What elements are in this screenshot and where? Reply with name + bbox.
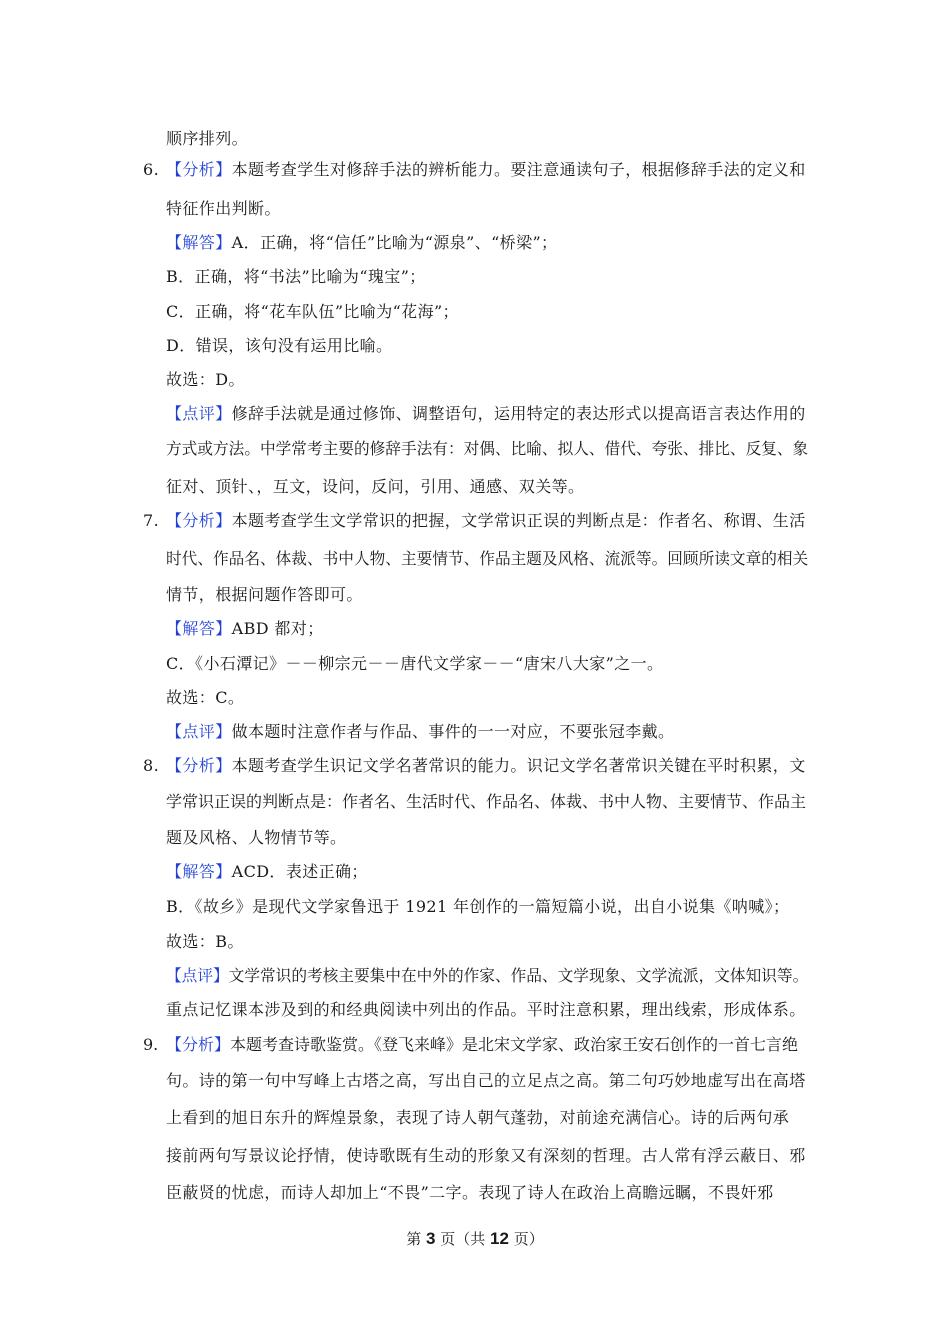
line-text: C．正确，将“花车队伍”比喻为“花海”； bbox=[166, 302, 459, 321]
text-line bbox=[166, 791, 806, 813]
line-text: 方式或方法。中学常考主要的修辞手法有：对偶、比喻、拟人、借代、夸张、排比、反复、象 bbox=[166, 439, 809, 458]
text-line bbox=[166, 1070, 806, 1092]
line-text: A．正确，将“信任”比喻为“源泉”、“桥梁”； bbox=[231, 233, 558, 252]
text-line bbox=[166, 548, 808, 570]
line-text: 臣蔽贤的忧虑，而诗人却加上“不畏”二字。表现了诗人在政治上高瞻远瞩，不畏奸邪 bbox=[166, 1183, 774, 1202]
question-number: 7. bbox=[143, 511, 160, 530]
section-tag: 【解答】 bbox=[166, 233, 232, 252]
text-line bbox=[166, 335, 392, 357]
line-text: 情节，根据问题作答即可。 bbox=[166, 585, 363, 604]
text-line bbox=[166, 403, 806, 425]
text-line bbox=[166, 266, 426, 288]
footer-page-number: 3 bbox=[426, 1229, 436, 1248]
line-text: 做本题时注意作者与作品、事件的一一对应，不要张冠李戴。 bbox=[231, 722, 675, 741]
question-number: 8. bbox=[143, 756, 160, 775]
section-tag: 【点评】 bbox=[166, 722, 232, 741]
line-text: ABD 都对； bbox=[231, 619, 324, 638]
line-text: 文学常识的考核主要集中在中外的作家、作品、文学现象、文学流派，文体知识等。 bbox=[228, 966, 809, 985]
section-tag: 【分析】 bbox=[166, 1035, 231, 1054]
footer-suffix: 页） bbox=[508, 1230, 544, 1248]
text-line bbox=[166, 896, 789, 918]
line-text: 本题考查学生对修辞手法的辨析能力。要注意通读句子，根据修辞手法的定义和 bbox=[231, 160, 806, 179]
line-text: 特征作出判断。 bbox=[166, 199, 281, 218]
footer-prefix: 第 bbox=[406, 1230, 427, 1248]
line-text: 故选：B。 bbox=[166, 932, 244, 951]
line-text: 修辞手法就是通过修饰、调整语句，运用特定的表达形式以提高语言表达作用的 bbox=[231, 404, 806, 423]
text-line bbox=[166, 232, 557, 254]
line-text: 题及风格、人物情节等。 bbox=[166, 828, 347, 847]
text-line bbox=[166, 618, 324, 640]
text-line bbox=[166, 931, 244, 953]
line-text: B．正确，将“书法”比喻为“瑰宝”； bbox=[166, 267, 426, 286]
line-text: 重点记忆课本涉及到的和经典阅读中列出的作品。平时注意积累，理出线索，形成体系。 bbox=[166, 1000, 806, 1019]
line-text: 本题考查诗歌鉴赏。《登飞来峰》是北宋文学家、政治家王安石创作的一首七言绝 bbox=[230, 1035, 799, 1054]
section-tag: 【分析】 bbox=[166, 160, 232, 179]
line-text: 本题考查学生识记文学名著常识的能力。识记文学名著常识关键在平时积累，文 bbox=[231, 756, 806, 775]
section-tag: 【解答】 bbox=[166, 619, 232, 638]
question-number: 6. bbox=[143, 160, 160, 179]
text-line bbox=[166, 861, 368, 883]
line-text: D．错误，该句没有运用比喻。 bbox=[166, 336, 393, 355]
section-tag: 【解答】 bbox=[166, 862, 232, 881]
page-footer bbox=[0, 1228, 950, 1250]
text-line bbox=[166, 965, 808, 987]
line-text: 征对、顶针、，互文，设问，反问，引用、通感、双关等。 bbox=[166, 477, 585, 496]
text-line bbox=[166, 827, 346, 849]
text-line bbox=[166, 721, 674, 743]
footer-middle: 页（共 bbox=[435, 1230, 491, 1248]
line-text: C．《小石潭记》－－柳宗元－－唐代文学家－－“唐宋八大家”之一。 bbox=[166, 654, 664, 673]
line-text: 上看到的旭日东升的辉煌景象，表现了诗人朝气蓬勃，对前途充满信心。诗的后两句承 bbox=[166, 1108, 790, 1127]
text-line bbox=[166, 301, 459, 323]
text-line bbox=[143, 510, 806, 532]
text-line bbox=[166, 438, 808, 460]
section-tag: 【分析】 bbox=[166, 511, 232, 530]
line-text: 接前两句写景议论抒情，使诗歌既有生动的形象又有深刻的哲理。古人常有浮云蔽日、邪 bbox=[166, 1146, 806, 1165]
text-line bbox=[166, 128, 248, 150]
text-line bbox=[166, 476, 584, 498]
line-text: 本题考查学生文学常识的把握，文学常识正误的判断点是：作者名、称谓、生活 bbox=[231, 511, 806, 530]
text-line bbox=[166, 584, 363, 606]
footer-total-pages: 12 bbox=[490, 1229, 509, 1248]
text-line bbox=[166, 1107, 789, 1129]
line-text: 故选：D。 bbox=[166, 370, 245, 389]
section-tag: 【分析】 bbox=[166, 756, 232, 775]
line-text: 顺序排列。 bbox=[166, 129, 249, 148]
text-line bbox=[166, 687, 244, 709]
section-tag: 【点评】 bbox=[166, 404, 232, 423]
text-line bbox=[166, 1145, 806, 1167]
text-line bbox=[166, 1182, 774, 1204]
line-text: ACD．表述正确； bbox=[231, 862, 368, 881]
text-line bbox=[166, 198, 281, 220]
text-line bbox=[166, 653, 663, 675]
line-text: 时代、作品名、体裁、书中人物、主要情节、作品主题及风格、流派等。回顾所读文章的相关 bbox=[166, 549, 809, 568]
text-line bbox=[166, 369, 245, 391]
text-line bbox=[143, 755, 806, 777]
line-text: 故选：C。 bbox=[166, 688, 245, 707]
text-line bbox=[143, 159, 806, 181]
question-number: 9. bbox=[143, 1035, 159, 1054]
line-text: 句。诗的第一句中写峰上古塔之高，写出自己的立足点之高。第二句巧妙地虚写出在高塔 bbox=[166, 1071, 806, 1090]
text-line bbox=[143, 1034, 799, 1056]
text-line bbox=[166, 999, 806, 1021]
section-tag: 【点评】 bbox=[166, 966, 229, 985]
line-text: 学常识正误的判断点是：作者名、生活时代、作品名、体裁、书中人物、主要情节、作品主 bbox=[166, 792, 807, 811]
line-text: B．《故乡》是现代文学家鲁迅于 1921 年创作的一篇短篇小说，出自小说集《呐喊》； bbox=[166, 897, 790, 916]
